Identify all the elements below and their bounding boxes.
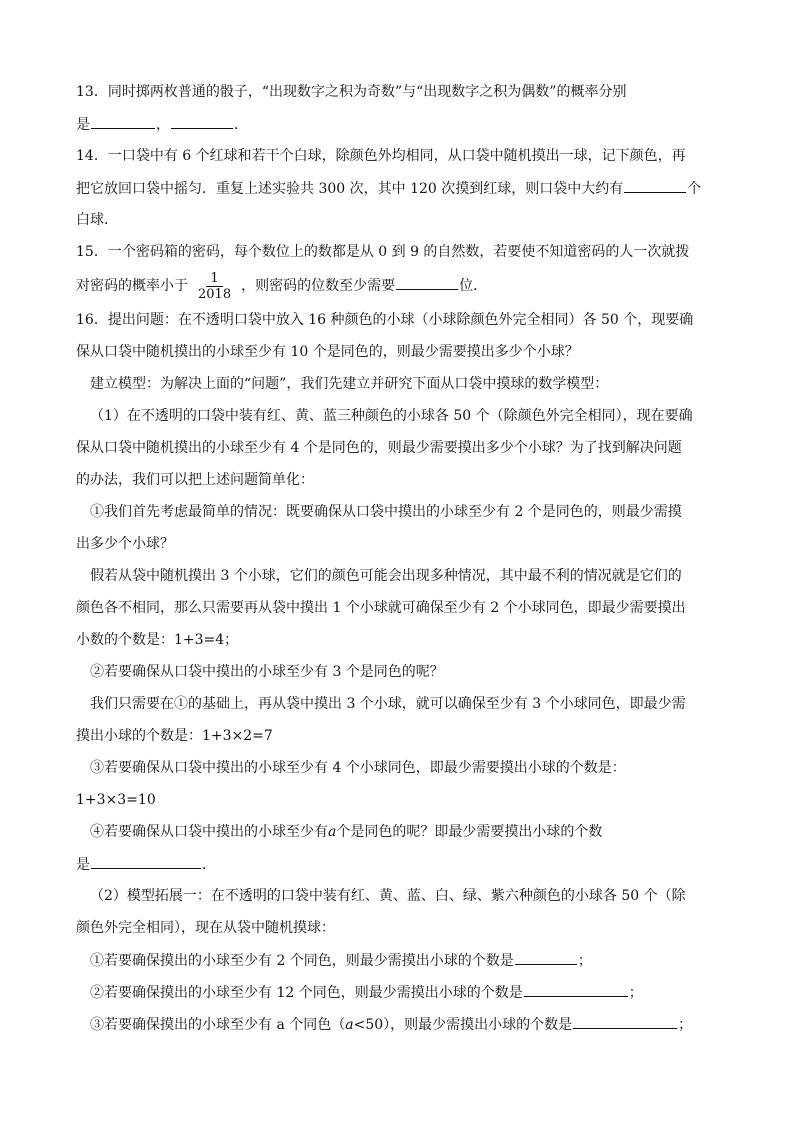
q15-line-1: 15．一个密码箱的密码，每个数位上的数都是从 0 到 9 的自然数，若要使不知道密码的人一次就拨	[76, 244, 690, 260]
q15-text-b: ，则密码的位数至少需要	[241, 278, 396, 294]
q16-l22-text: ②若要确保摸出的小球至少有 12 个同色，则最少需摸出小球的个数是	[90, 985, 523, 1001]
q16-l17-text-a: ④若要确保从口袋中摸出的小球至少有	[90, 824, 328, 840]
q13-sep: ，	[156, 117, 170, 133]
fraction-numerator: 1	[206, 271, 222, 287]
q16-line-9: 假若从袋中随机摸出 3 个小球，它们的颜色可能会出现多种情况，其中最不利的情况就是它们的	[90, 568, 682, 584]
q16-line-20: 颜色外完全相同），现在从袋中随机摸球：	[76, 920, 335, 936]
q15-blank[interactable]	[396, 275, 458, 290]
q13-line-2	[76, 114, 248, 135]
q16-line-2: 保从口袋中随机摸出的小球至少有 10 个是同色的，则最少需要摸出多少个小球？	[76, 344, 579, 360]
q16-l17-text-b: 个是同色的呢？即最少需要摸出小球的个数	[336, 824, 603, 840]
q16-line-14: 摸出小球的个数是：1+3×2=7	[76, 728, 273, 744]
q13-text: 是	[76, 117, 90, 133]
q16-l23-text-a: ③若要确保摸出的小球至少有 a 个同色（	[90, 1017, 346, 1033]
q16-line-18	[76, 854, 216, 875]
q16-blank-3[interactable]	[524, 982, 628, 997]
q16-line-19: （2）模型拓展一：在不透明的口袋中装有红、黄、蓝、白、绿、紫六种颜色的小球各 50 个（除	[90, 888, 686, 904]
q16-line-12: ②若要确保从口袋中摸出的小球至少有 3 个是同色的呢？	[90, 664, 444, 680]
q15-text-a: 对密码的概率小于	[76, 278, 188, 294]
q16-line-4: （1）在不透明的口袋中装有红、黄、蓝三种颜色的小球各 50 个（除颜色外完全相同），现在要确	[90, 408, 693, 424]
q16-line-23	[90, 1014, 692, 1035]
q14-end: 个	[687, 181, 702, 197]
q14-line-1: 14．一口袋中有 6 个红球和若干个白球，除颜色外均相同，从口袋中随机摸出一球，记下颜色，再	[76, 148, 686, 164]
q13-line-1: 13．同时掷两枚普通的骰子，“出现数字之积为奇数”与“出现数字之积为偶数”的概率分别	[76, 84, 627, 100]
q15-fraction	[194, 271, 235, 302]
variable-a: a	[328, 824, 337, 840]
q16-line-11: 小数的个数是：1+3=4；	[76, 632, 239, 648]
q14-text: 把它放回口袋中摇匀．重复上述实验共 300 次，其中 120 次摸到红球，则口袋中大约有	[76, 181, 624, 197]
q13-end: ．	[234, 117, 248, 133]
q16-line-16: 1+3×3=10	[76, 792, 156, 808]
q16-line-3: 建立模型：为解决上面的“问题”，我们先建立并研究下面从口袋中摸球的数学模型：	[90, 376, 609, 392]
q16-blank-2[interactable]	[515, 950, 577, 965]
q16-line-1: 16．提出问题：在不透明口袋中放入 16 种颜色的小球（小球除颜色外完全相同）各 50 个，现要确	[76, 312, 694, 328]
q15-end: 位．	[459, 278, 488, 294]
q16-blank-1[interactable]	[91, 854, 201, 869]
q16-l18-end: ．	[202, 857, 216, 873]
q16-line-21	[90, 950, 592, 971]
q14-line-2	[76, 178, 701, 199]
q13-blank-1[interactable]	[91, 114, 155, 129]
q16-blank-4[interactable]	[573, 1014, 677, 1029]
q16-line-6: 的办法，我们可以把上述问题简单化：	[76, 472, 314, 488]
q16-l18-text: 是	[76, 857, 90, 873]
q14-blank[interactable]	[624, 178, 686, 193]
q16-line-10: 颜色各不相同，那么只需要再从袋中摸出 1 个小球就可确保至少有 2 个小球同色，即最少需要摸出	[76, 600, 686, 616]
q16-line-8: 出多少个小球？	[76, 536, 174, 552]
q16-l23-text-b: <50），则最少需摸出小球的个数是	[353, 1017, 573, 1033]
q16-line-7: ①我们首先考虑最简单的情况：既要确保从口袋中摸出的小球至少有 2 个是同色的，则最少需摸	[90, 504, 682, 520]
q16-l23-end: ；	[678, 1017, 693, 1033]
q16-l21-end: ；	[577, 953, 592, 969]
q14-line-3: 白球．	[76, 212, 118, 228]
q16-line-17	[90, 822, 602, 842]
q16-line-13: 我们只需要在①的基础上，再从袋中摸出 3 个小球，就可以确保至少有 3 个小球同色，即最少需	[90, 696, 686, 712]
q16-l22-end: ；	[628, 985, 643, 1001]
q16-line-5: 保从口袋中随机摸出的小球至少有 4 个是同色的，则最少需要摸出多少个小球？为了找到解决问题	[76, 440, 682, 456]
q16-l21-text: ①若要确保摸出的小球至少有 2 个同色，则最少需摸出小球的个数是	[90, 953, 514, 969]
q13-blank-2[interactable]	[171, 114, 233, 129]
q16-line-15: ③若要确保从口袋中摸出的小球至少有 4 个小球同色，即最少需要摸出小球的个数是：	[90, 760, 626, 776]
fraction-denominator: 2018	[198, 286, 232, 302]
q16-line-22	[90, 982, 643, 1003]
variable-a: a	[345, 1017, 354, 1033]
q15-line-2	[76, 270, 487, 302]
